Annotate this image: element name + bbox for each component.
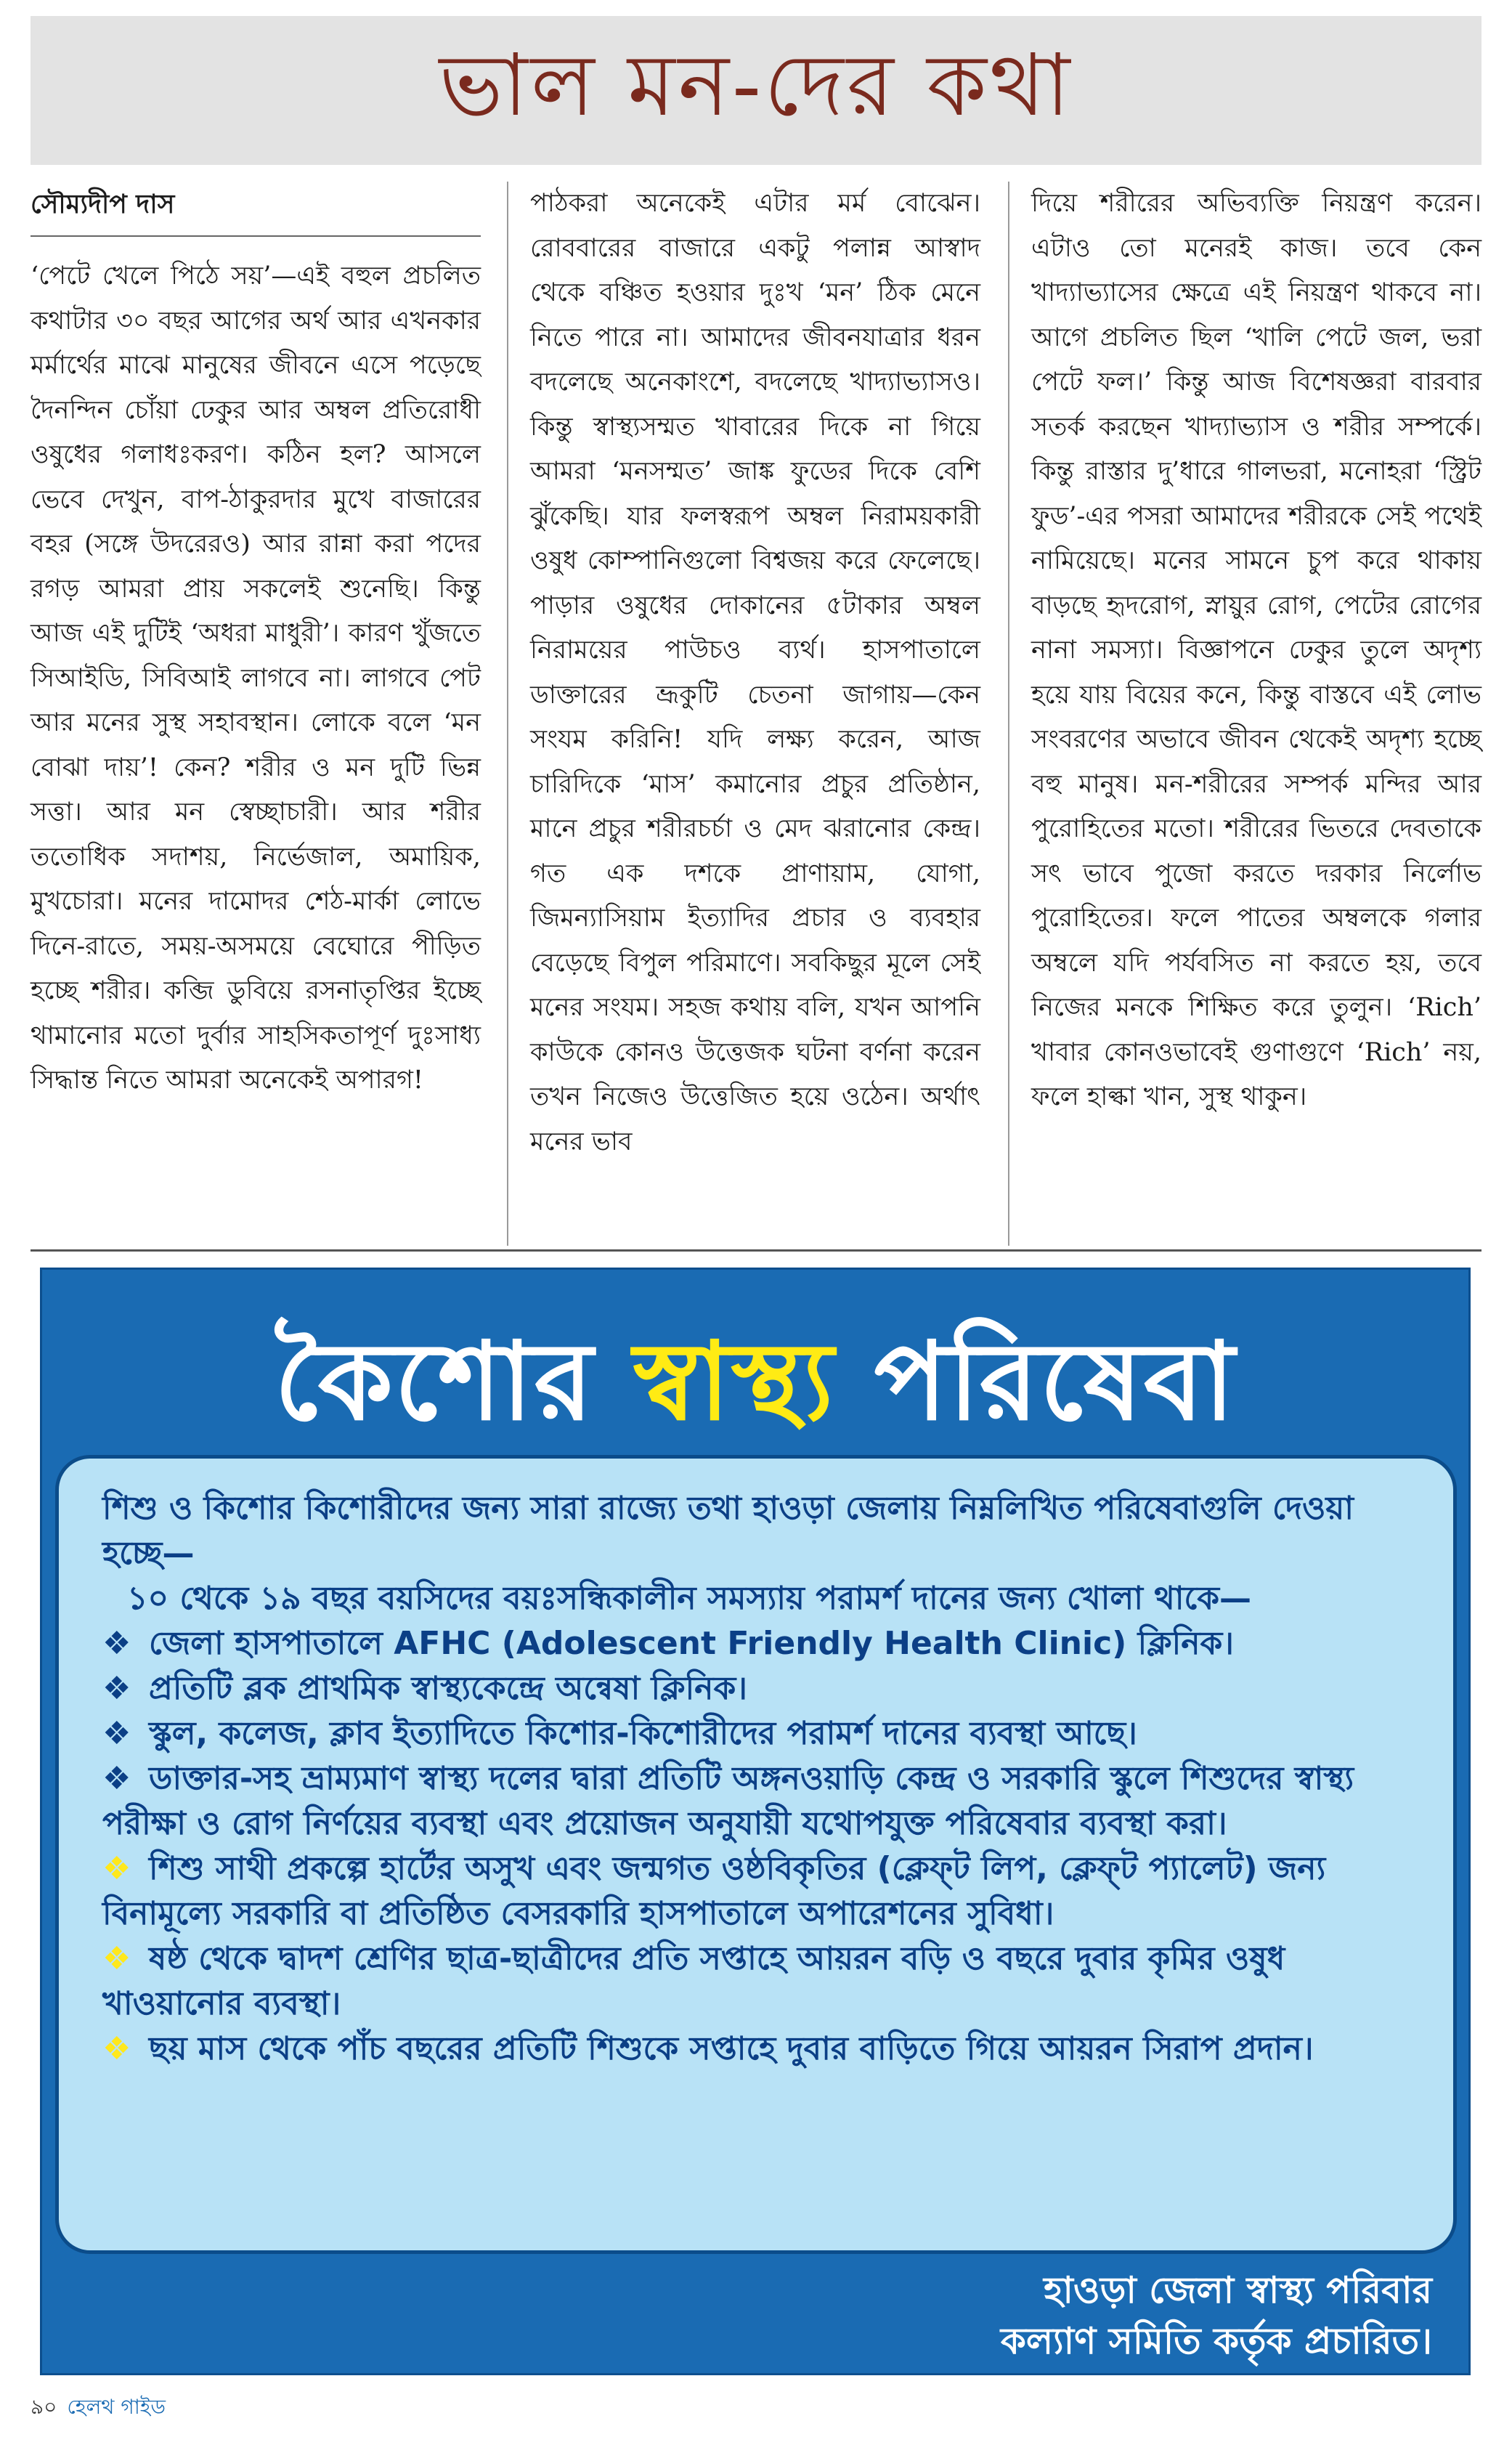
service-item: [102, 1846, 1410, 1937]
article: [31, 182, 1481, 1246]
diamond-bullet-icon: ❖: [102, 1670, 131, 1707]
service-item-text: ডাক্তার-সহ ভ্রাম্যমাণ স্বাস্থ্য দলের দ্বারা প্রতিটি অঙ্গনওয়াড়ি কেন্দ্র ও সরকারি স্কুলে শিশুদের স্বাস্থ্য পরীক্ষা ও রোগ নির্ণয়ের ব্যবস্থা এবং প্রয়োজন অনুযায়ী যথোপযুক্ত পরিষেবার ব্যবস্থা করা।: [102, 1760, 1354, 1842]
service-item: [102, 1666, 1410, 1711]
advertisement-panel: [40, 1268, 1471, 2375]
service-item: [102, 1937, 1410, 2027]
title-band: [31, 16, 1481, 165]
ad-credit: [1001, 2265, 1432, 2367]
service-item: [102, 2027, 1410, 2072]
service-item-text: ছয় মাস থেকে পাঁচ বছরের প্রতিটি শিশুকে সপ্তাহে দুবার বাড়িতে গিয়ে আয়রন সিরাপ প্রদান।: [149, 2030, 1314, 2067]
ad-title-part1: কৈশোর: [274, 1319, 634, 1444]
page-number: ৯০: [31, 2395, 57, 2419]
credit-line-2: কল্যাণ সমিতি কর্তৃক প্রচারিত।: [1000, 2320, 1432, 2362]
diamond-bullet-icon: ❖: [102, 1715, 131, 1752]
page-title: ভাল মন-দের কথা: [439, 34, 1073, 135]
service-item-text: ষষ্ঠ থেকে দ্বাদশ শ্রেণির ছাত্র-ছাত্রীদের প্রতি সপ্তাহে আয়রন বড়ি ও বছরে দুবার কৃমির ওষুধ খাওয়ানোর ব্যবস্থা।: [102, 1940, 1285, 2022]
services-list: [102, 1621, 1410, 2072]
publication-name: হেলথ গাইড: [67, 2395, 166, 2419]
page-footer: [31, 2391, 166, 2425]
column-divider: [507, 182, 508, 1246]
article-text-col2: পাঠকরা অনেকেই এটার মর্ম বোঝেন। রোববারের বাজারে একটু পলান্ন আস্বাদ থেকে বঞ্চিত হওয়ার দুঃখ ‘মন’ ঠিক মেনে নিতে পারে না। আমাদের জীবনযাত্রার ধরন বদলেছে অনেকাংশে, বদলেছে খাদ্যাভ্যাসও। কিন্তু স্বাস্থ্যসম্মত খাবারের দিকে না গিয়ে আমরা ‘মনসম্মত’ জাঙ্ক ফুডের দিকে বেশি ঝুঁকেছি। যার ফলস্বরূপ অম্বল নিরাময়কারী ওষুধ কোম্পানিগুলো বিশ্বজয় করে ফেলেছে। পাড়ার ওষুধের দোকানের ৫টাকার অম্বল নিরাময়ের পাউচও ব্যর্থ। হাসপাতালে ডাক্তারের ভ্রূকুটি চেতনা জাগায়—কেন সংযম করিনি! যদি লক্ষ্য করেন, আজ চারিদিকে ‘মাস’ কমানোর প্রচুর প্রতিষ্ঠান, মানে প্রচুর শরীরচর্চা ও মেদ ঝরানোর কেন্দ্র। গত এক দশকে প্রাণায়াম, যোগা, জিমন্যাসিয়াম ইত্যাদির প্রচার ও ব্যবহার বেড়েছে বিপুল পরিমাণে। সবকিছুর মূলে সেই মনের সংযম। সহজ কথায় বলি, যখন আপনি কাউকে কোনও উত্তেজক ঘটনা বর্ণনা করেন তখন নিজেও উত্তেজিত হয়ে ওঠেন। অর্থাৎ মনের ভাব: [530, 189, 980, 1156]
diamond-bullet-icon: ❖: [102, 2030, 131, 2067]
diamond-bullet-icon: ❖: [102, 1850, 131, 1887]
ad-title-part2: পরিষেবা: [835, 1319, 1237, 1444]
article-column-2: [530, 182, 980, 1164]
service-item-text: শিশু সাথী প্রকল্পে হার্টের অসুখ এবং জন্মগত ওষ্ঠবিকৃতির (ক্লেফ্‌ট লিপ, ক্লেফ্‌ট প্যালেট) জন্য বিনামূল্যে সরকারি বা প্রতিষ্ঠিত বেসরকারি হাসপাতালে অপারেশনের সুবিধা।: [102, 1850, 1326, 1932]
section-divider: [31, 1249, 1481, 1252]
diamond-bullet-icon: ❖: [102, 1625, 131, 1662]
service-item-text: জেলা হাসপাতালে AFHC (Adolescent Friendly Health Clinic) ক্লিনিক।: [149, 1625, 1235, 1662]
services-box: [55, 1455, 1457, 2254]
services-subhead: ১০ থেকে ১৯ বছর বয়সিদের বয়ঃসন্ধিকালীন সমস্যায় পরামর্শ দানের জন্য খোলা থাকে—: [127, 1580, 1252, 1617]
diamond-bullet-icon: ❖: [102, 1760, 131, 1797]
article-column-3: [1031, 182, 1481, 1120]
credit-line-1: হাওড়া জেলা স্বাস্থ্য পরিবার: [1044, 2269, 1432, 2311]
services-intro: শিশু ও কিশোর কিশোরীদের জন্য সারা রাজ্যে তথা হাওড়া জেলায় নিম্নলিখিত পরিষেবাগুলি দেওয়া হচ্ছে—: [102, 1490, 1354, 1572]
article-column-1: [31, 182, 481, 1103]
diamond-bullet-icon: ❖: [102, 1940, 131, 1977]
ad-title-highlight: স্বাস্থ্য: [633, 1319, 836, 1444]
service-item-text: স্কুল, কলেজ, ক্লাব ইত্যাদিতে কিশোর-কিশোরীদের পরামর্শ দানের ব্যবস্থা আছে।: [149, 1715, 1137, 1752]
article-text-col1: ‘পেটে খেলে পিঠে সয়’—এই বহুল প্রচলিত কথাটার ৩০ বছর আগের অর্থ আর এখনকার মর্মার্থের মাঝে মানুষের জীবনে এসে পড়েছে দৈনন্দিন চোঁয়া ঢেকুর আর অম্বল প্রতিরোধী ওষুধের গলাধঃকরণ। কঠিন হল? আসলে ভেবে দেখুন, বাপ-ঠাকুরদার মুখে বাজারের বহর (সঙ্গে উদরেরও) আর রান্না করা পদের রগড় আমরা প্রায় সকলেই শুনেছি। কিন্তু আজ এই দুটিই ‘অধরা মাধুরী’। কারণ খুঁজতে সিআইডি, সিবিআই লাগবে না। লাগবে পেট আর মনের সুস্থ সহাবস্থান। লোকে বলে ‘মন বোঝা দায়’! কেন? শরীর ও মন দুটি ভিন্ন সত্তা। আর মন স্বেচ্ছাচারী। আর শরীর ততোধিক সদাশয়, নির্ভেজাল, অমায়িক, মুখচোরা। মনের দামোদর শেঠ-মার্কা লোভে দিনে-রাতে, সময়-অসময়ে বেঘোরে পীড়িত হচ্ছে শরীর। কব্জি ডুবিয়ে রসনাতৃপ্তির ইচ্ছে থামানোর মতো দুর্বার সাহসিকতাপূর্ণ দুঃসাধ্য সিদ্ধান্ত নিতে আমরা অনেকেই অপারগ!: [31, 261, 481, 1095]
service-item: [102, 1756, 1410, 1846]
ad-title: [42, 1299, 1468, 1478]
service-item: [102, 1621, 1410, 1666]
service-item: [102, 1711, 1410, 1756]
service-item-text: প্রতিটি ব্লক প্রাথমিক স্বাস্থ্যকেন্দ্রে অন্বেষা ক্লিনিক।: [149, 1670, 747, 1707]
article-text-col3: দিয়ে শরীরের অভিব্যক্তি নিয়ন্ত্রণ করেন। এটাও তো মনেরই কাজ। তবে কেন খাদ্যাভ্যাসের ক্ষেত্রে এই নিয়ন্ত্রণ থাকবে না। আগে প্রচলিত ছিল ‘খালি পেটে জল, ভরা পেটে ফল।’ কিন্তু আজ বিশেষজ্ঞরা বারবার সতর্ক করছেন খাদ্যাভ্যাস ও শরীর সম্পর্কে। কিন্তু রাস্তার দু’ধারে গালভরা, মনোহরা ‘স্ট্রিট ফুড’-এর পসরা আমাদের শরীরকে সেই পথেই নামিয়েছে। মনের সামনে চুপ করে থাকায় বাড়ছে হৃদরোগ, স্নায়ুর রোগ, পেটের রোগের নানা সমস্যা। বিজ্ঞাপনে ঢেকুর তুলে অদৃশ্য হয়ে যায় বিয়ের কনে, কিন্তু বাস্তবে এই লোভ সংবরণের অভাবে জীবন থেকেই অদৃশ্য হচ্ছে বহু মানুষ। মন-শরীরের সম্পর্ক মন্দির আর পুরোহিতের মতো। শরীরের ভিতরে দেবতাকে সৎ ভাবে পুজো করতে দরকার নির্লোভ পুরোহিতের। ফলে পাতের অম্বলকে গলার অম্বলে যদি পর্যবসিত না করতে হয়, তবে নিজের মনকে শিক্ষিত করে তুলুন। ‘Rich’ খাবার কোনওভাবেই গুণাগুণে ‘Rich’ নয়, ফলে হাল্কা খান, সুস্থ থাকুন।: [1031, 189, 1481, 1111]
author-byline: সৌম্যদীপ দাস: [31, 182, 481, 237]
column-divider: [1008, 182, 1009, 1246]
